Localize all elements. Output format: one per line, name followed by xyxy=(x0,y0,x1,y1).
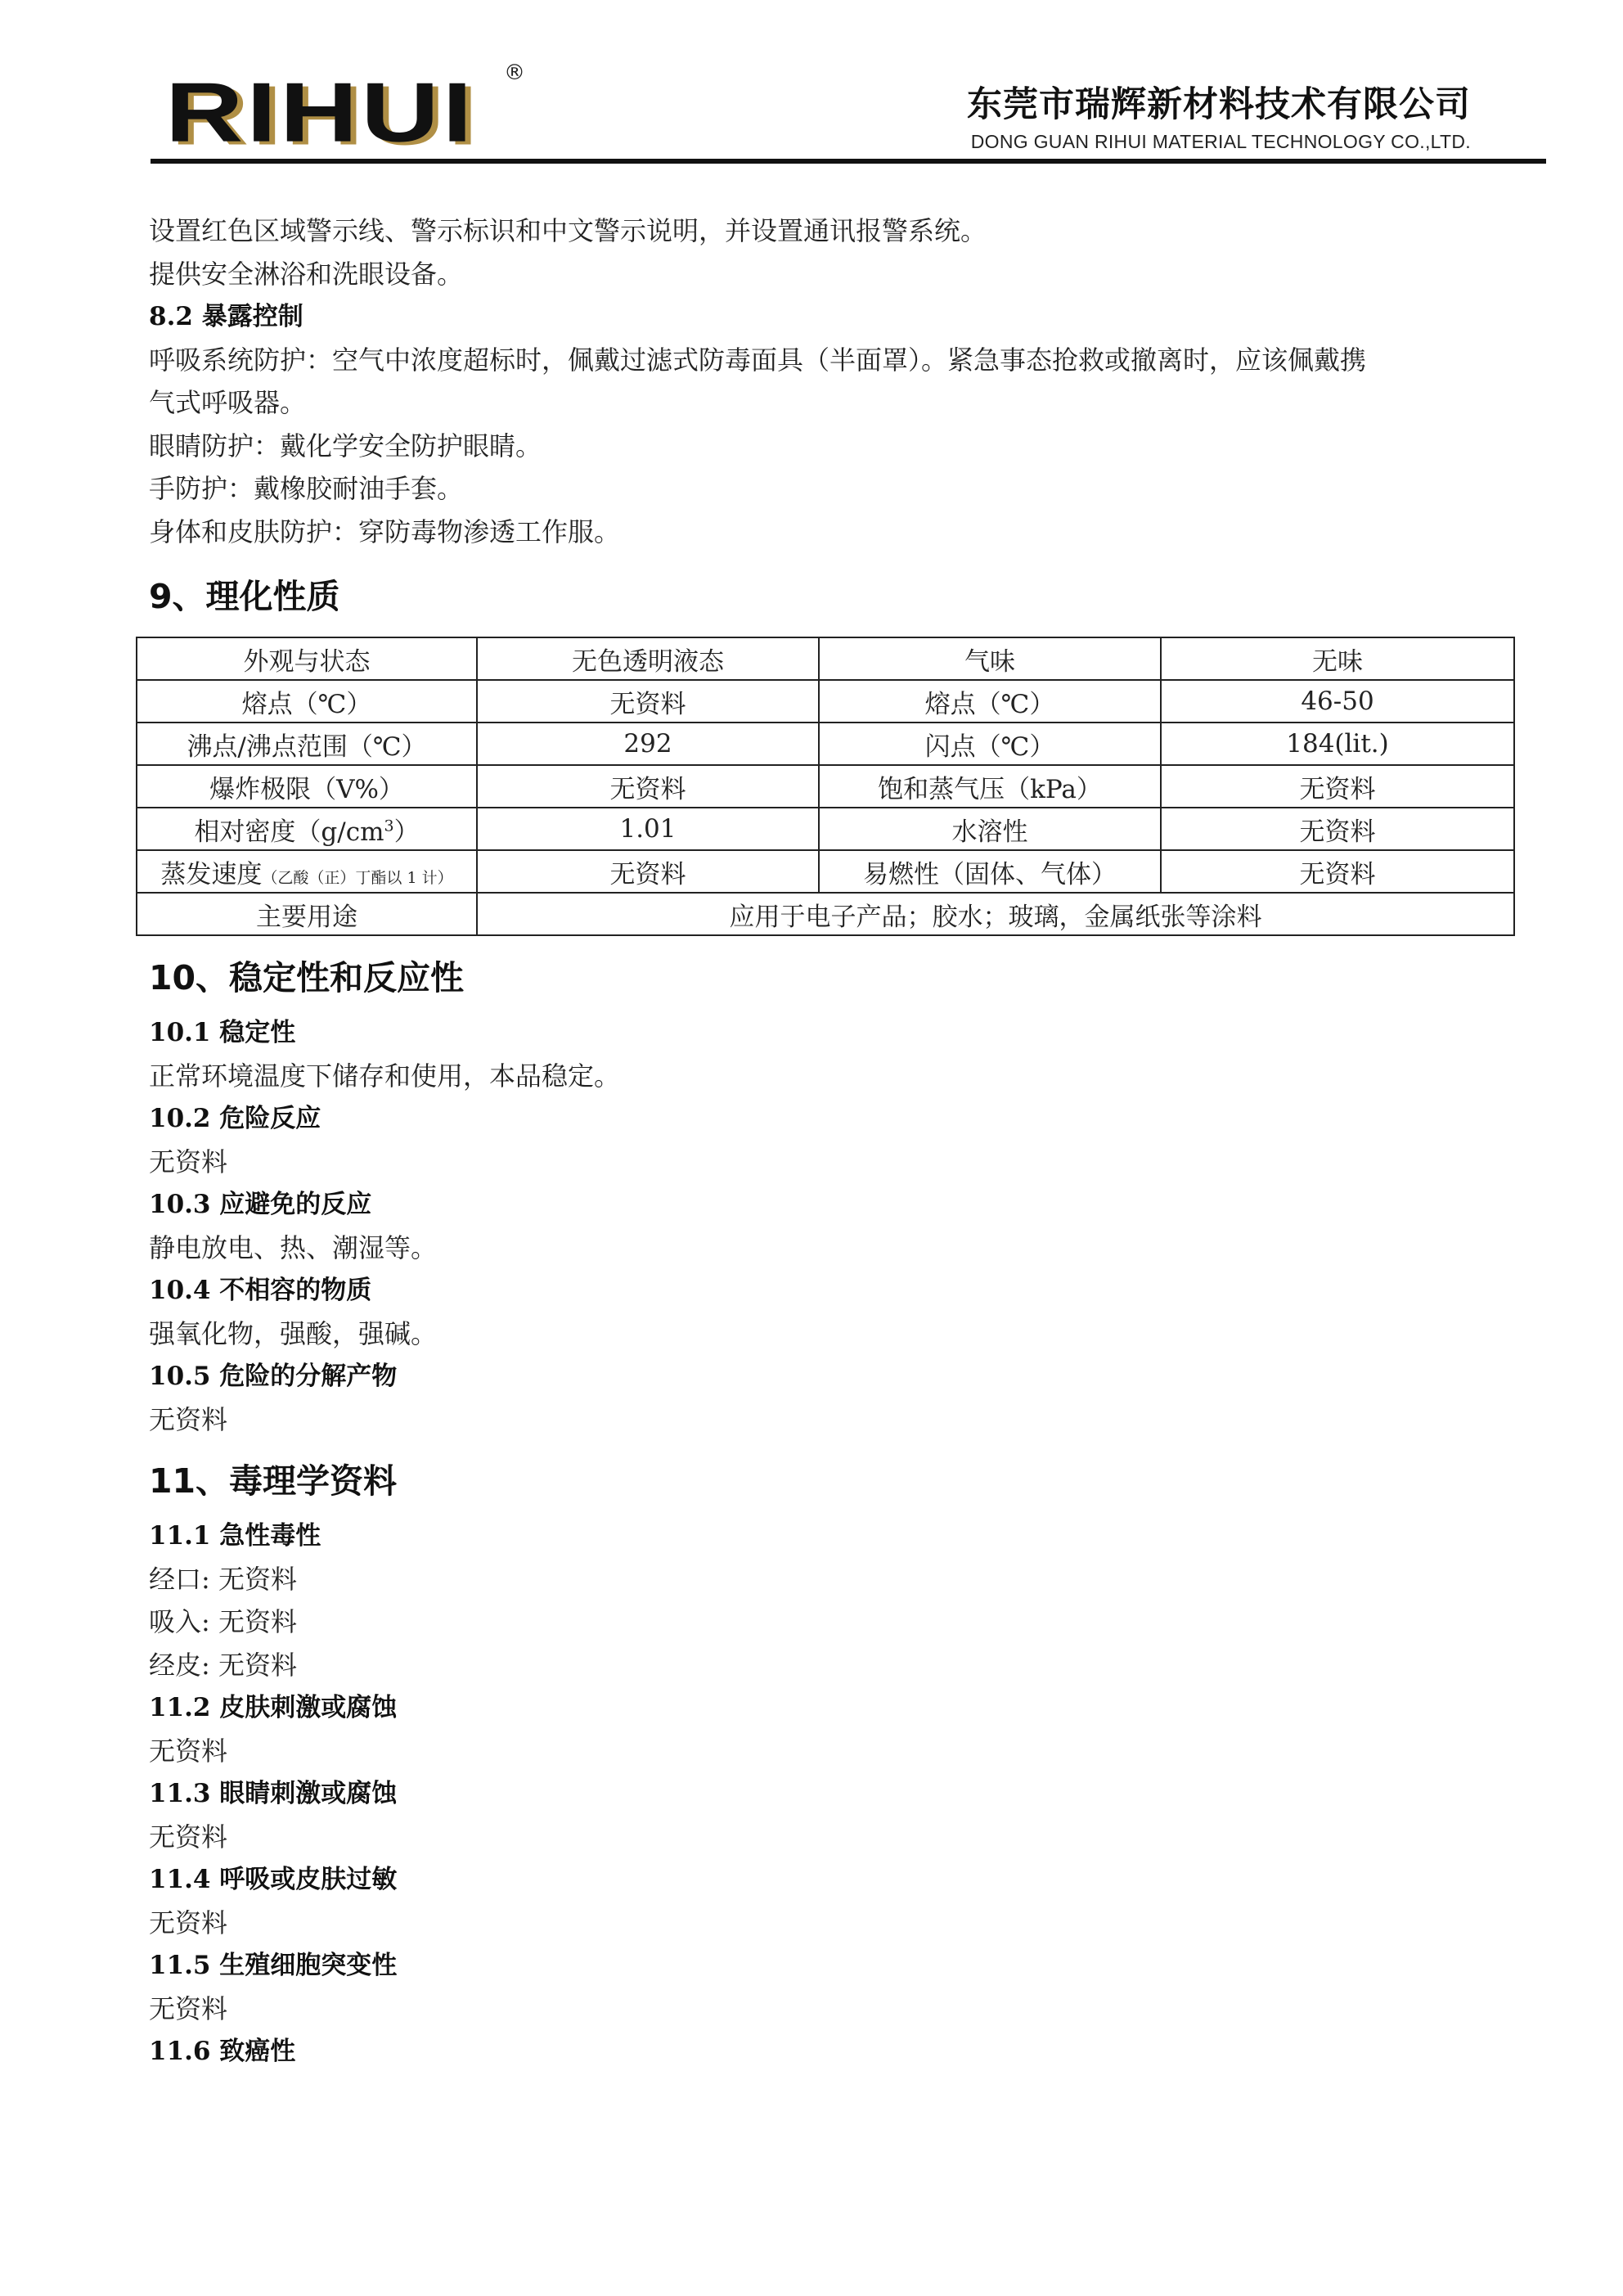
table-cell: 无味 xyxy=(1161,637,1514,680)
subsection-title: 8.2 暴露控制 xyxy=(149,302,303,331)
body-line: 手防护：戴橡胶耐油手套。 xyxy=(149,473,464,504)
body-line: 眼睛防护：戴化学安全防护眼睛。 xyxy=(149,430,542,461)
subsection-title: 11.2 皮肤刺激或腐蚀 xyxy=(149,1693,398,1722)
cell-label-end: ） xyxy=(393,817,420,847)
body-line: 无资料 xyxy=(149,1992,228,2024)
body-line: 经皮: 无资料 xyxy=(149,1649,297,1681)
subsection-title: 10.1 稳定性 xyxy=(149,1018,296,1047)
body-line: 呼吸系统防护：空气中浓度超标时，佩戴过滤式防毒面具（半面罩）。紧急事态抢救或撤离时，应该佩戴携 xyxy=(149,344,1367,376)
body-line: 提供安全淋浴和洗眼设备。 xyxy=(149,258,464,290)
subsection-title: 11.6 致癌性 xyxy=(149,2037,296,2066)
table-cell: 外观与状态 xyxy=(137,637,477,680)
table-cell: 无资料 xyxy=(477,680,819,723)
table-cell: 主要用途 xyxy=(137,893,477,935)
subsection-title: 10.3 应避免的反应 xyxy=(149,1190,372,1219)
table-cell: 闪点（℃） xyxy=(819,723,1161,765)
table-cell: 1.01 xyxy=(477,808,819,850)
section-title: 11、毒理学资料 xyxy=(149,1461,398,1501)
table-cell: 无资料 xyxy=(477,765,819,808)
body-line: 气式呼吸器。 xyxy=(149,387,307,418)
body-line: 静电放电、热、潮湿等。 xyxy=(149,1231,438,1263)
table-cell: 无资料 xyxy=(1161,850,1514,893)
body-line: 无资料 xyxy=(149,1735,228,1767)
subsection-title: 11.1 急性毒性 xyxy=(149,1521,321,1551)
table-cell: 熔点（℃） xyxy=(137,680,477,723)
table-row xyxy=(137,765,1514,808)
table-cell: 无资料 xyxy=(477,850,819,893)
subsection-title: 10.5 危险的分解产物 xyxy=(149,1362,398,1391)
table-row xyxy=(137,850,1514,893)
document-body xyxy=(149,209,1507,2073)
body-line: 经口: 无资料 xyxy=(149,1563,297,1595)
company-name-cn: 东莞市瑞辉新材料技术有限公司 xyxy=(967,84,1471,125)
subsection-title: 11.5 生殖细胞突变性 xyxy=(149,1951,398,1980)
table-cell: 水溶性 xyxy=(819,808,1161,850)
table-row xyxy=(137,680,1514,723)
table-row xyxy=(137,637,1514,680)
table-row xyxy=(137,808,1514,850)
table-cell xyxy=(137,850,477,893)
table-cell: 沸点/沸点范围（℃） xyxy=(137,723,477,765)
body-line: 设置红色区域警示线、警示标识和中文警示说明，并设置通讯报警系统。 xyxy=(149,215,987,246)
table-cell: 爆炸极限（V%） xyxy=(137,765,477,808)
subsection-title: 10.2 危险反应 xyxy=(149,1104,321,1133)
registered-mark: ® xyxy=(504,61,525,85)
body-line: 无资料 xyxy=(149,1907,228,1938)
subsection-title: 11.4 呼吸或皮肤过敏 xyxy=(149,1865,398,1894)
table-cell: 熔点（℃） xyxy=(819,680,1161,723)
body-line: 无资料 xyxy=(149,1146,228,1177)
body-line: 吸入: 无资料 xyxy=(149,1606,297,1637)
cell-note: （乙酸（正）丁酯以 1 计） xyxy=(262,868,453,887)
section-title: 9、理化性质 xyxy=(149,577,340,616)
cell-label: 相对密度（g/cm xyxy=(194,817,384,847)
table-cell xyxy=(137,808,477,850)
table-cell: 46-50 xyxy=(1161,680,1514,723)
subsection-title: 11.3 眼睛刺激或腐蚀 xyxy=(149,1779,398,1808)
company-logo: RIHUI xyxy=(165,65,476,160)
table-row xyxy=(137,893,1514,935)
body-line: 身体和皮肤防护：穿防毒物渗透工作服。 xyxy=(149,515,621,547)
table-cell: 无资料 xyxy=(1161,765,1514,808)
subsection-title: 10.4 不相容的物质 xyxy=(149,1276,372,1305)
company-name-en: DONG GUAN RIHUI MATERIAL TECHNOLOGY CO.,LTD. xyxy=(970,131,1471,152)
section-title: 10、稳定性和反应性 xyxy=(149,958,465,997)
body-line: 无资料 xyxy=(149,1403,228,1435)
table-cell: 无资料 xyxy=(1161,808,1514,850)
table-cell: 292 xyxy=(477,723,819,765)
cell-label: 蒸发速度 xyxy=(160,859,263,889)
superscript: 3 xyxy=(384,817,394,835)
table-cell: 饱和蒸气压（kPa） xyxy=(819,765,1161,808)
body-line: 正常环境温度下储存和使用，本品稳定。 xyxy=(149,1060,621,1092)
body-line: 无资料 xyxy=(149,1821,228,1853)
header-divider xyxy=(151,159,1546,164)
table-cell: 易燃性（固体、气体） xyxy=(819,850,1161,893)
body-line: 强氧化物，强酸，强碱。 xyxy=(149,1317,438,1349)
table-row xyxy=(137,723,1514,765)
table-cell: 无色透明液态 xyxy=(477,637,819,680)
table-cell: 气味 xyxy=(819,637,1161,680)
table-cell: 184(lit.) xyxy=(1161,723,1514,765)
properties-table xyxy=(136,637,1515,936)
table-cell: 应用于电子产品；胶水；玻璃，金属纸张等涂料 xyxy=(477,893,1514,935)
